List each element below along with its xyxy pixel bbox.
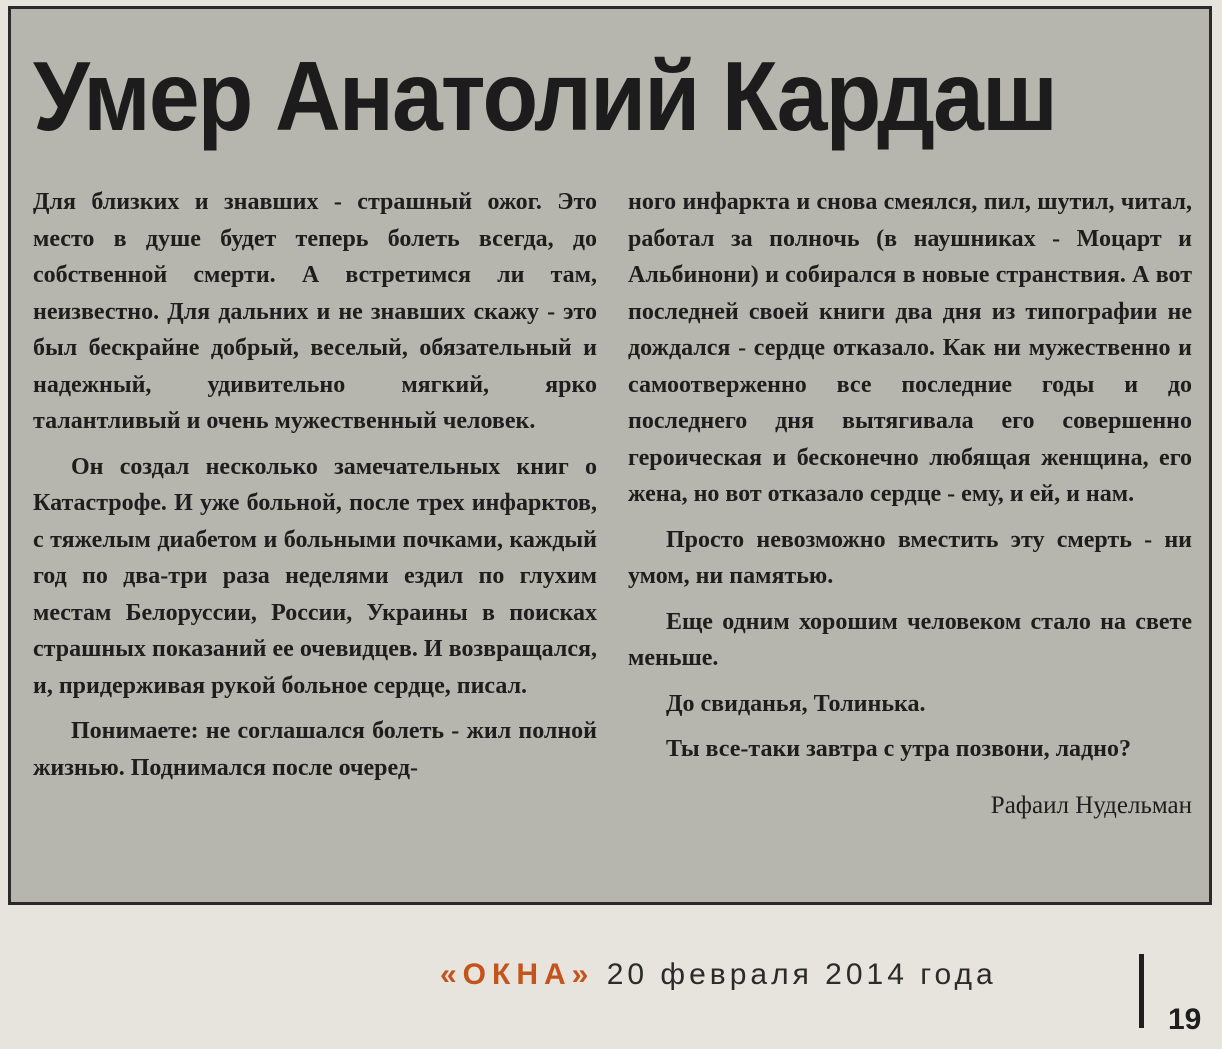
article-column-left xyxy=(33,184,597,786)
article-paragraph: ного инфаркта и снова смеялся, пил, шутил, читал, работал за полночь (в наушниках - Моцарт и Альбинони) и собирался в новые странствия. А вот последней своей книги два дня из типографии не дождался - сердце отказало. Как ни мужественно и самоотверженно все последние годы и до последнего дня вытягивала его совершенно героическая и бесконечно любящая женщина, его жена, но вот отказало сердце - ему, и ей, и нам. xyxy=(628,189,1192,507)
article-paragraph: Еще одним хорошим человеком стало на свете меньше. xyxy=(628,608,1192,671)
article-frame xyxy=(8,6,1212,905)
article-paragraph: Понимаете: не соглашался болеть - жил полной жизнью. Поднимался после очеред- xyxy=(33,718,597,781)
article-author: Рафаил Нудельман xyxy=(990,791,1192,819)
article-paragraph: Просто невозможно вместить эту смерть - ни умом, ни памятью. xyxy=(628,526,1192,589)
article-column-right xyxy=(628,184,1192,824)
publication-name: «ОКНА» xyxy=(440,958,595,991)
article-headline: Умер Анатолий Кардаш xyxy=(33,41,1057,151)
article-paragraph: Для близких и знавших - страшный ожог. Это место в душе будет теперь болеть всегда, до собственной смерти. А встретимся ли там, неизвестно. Для дальних и не знавших скажу - это был бескрайне добрый, веселый, обязательный и надежный, удивительно мягкий, ярко талантливый и очень мужественный человек. xyxy=(33,189,597,434)
article-paragraph: Ты все-таки завтра с утра позвони, ладно? xyxy=(666,736,1132,762)
publication-date: 20 февраля 2014 года xyxy=(606,958,997,991)
page-number: 19 xyxy=(1168,1003,1202,1036)
page-footer xyxy=(440,958,997,992)
article-paragraph: Он создал несколько замечательных книг о Катастрофе. И уже больной, после трех инфарктов, с тяжелым диабетом и больными почками, каждый год по два-три раза неделями ездил по глухим местам Белоруссии, России, Украины в поисках страшных показаний ее очевидцев. И возвращался, и, придерживая рукой больное сердце, писал. xyxy=(33,453,597,699)
article-paragraph: До свиданья, Толинька. xyxy=(666,690,926,717)
footer-divider xyxy=(1139,954,1144,1028)
